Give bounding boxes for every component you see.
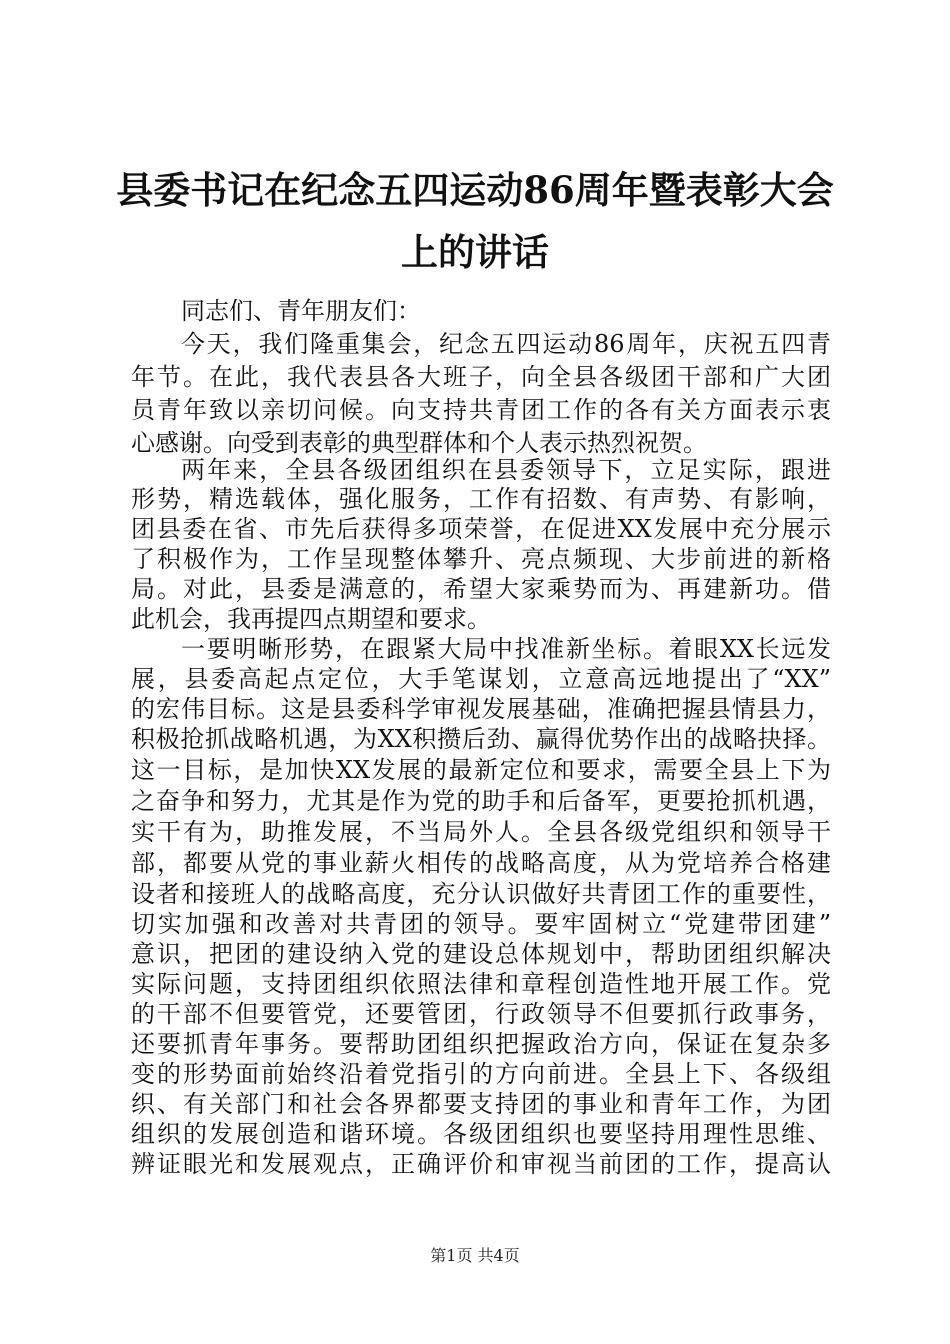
body-line: 变的形势面前始终沿着党指引的方向前进。全县上下、各级组 — [131, 1060, 831, 1088]
body-line: 意识，把团的建设纳入党的建设总体规划中，帮助团组织解决 — [131, 940, 831, 968]
body-line: 今天，我们隆重集会，纪念五四运动86周年，庆祝五四青 — [181, 330, 831, 358]
body-line: 切实加强和改善对共青团的领导。要牢固树立“党建带团建” — [131, 910, 831, 938]
body-line: 展，县委高起点定位，大手笔谋划，立意高远地提出了“XX” — [131, 665, 831, 693]
body-line: 心感谢。向受到表彰的典型群体和个人表示热烈祝贺。 — [131, 429, 707, 457]
body-line: 实干有为，助推发展，不当局外人。全县各级党组织和领导干 — [131, 818, 831, 846]
body-line: 组织的发展创造和谐环境。各级团组织也要坚持用理性思维、 — [131, 1120, 831, 1148]
body-line: 年节。在此，我代表县各大班子，向全县各级团干部和广大团 — [131, 363, 831, 391]
body-line: 实际问题，支持团组织依照法律和章程创造性地开展工作。党 — [131, 970, 831, 998]
body-line: 两年来，全县各级团组织在县委领导下，立足实际，跟进 — [181, 456, 831, 484]
document-title-line-1: 县委书记在纪念五四运动86周年暨表彰大会 — [116, 168, 834, 212]
body-line: 形势，精选载体，强化服务，工作有招数、有声势、有影响， — [131, 485, 831, 513]
body-line: 团县委在省、市先后获得多项荣誉，在促进XX发展中充分展示 — [131, 515, 831, 543]
document-title-line-2: 上的讲话 — [401, 230, 549, 274]
body-line: 部，都要从党的事业薪火相传的战略高度，从为党培养合格建 — [131, 849, 831, 877]
salutation: 同志们、青年朋友们： — [181, 297, 421, 325]
body-line: 设者和接班人的战略高度，充分认识做好共青团工作的重要性， — [131, 880, 831, 908]
body-line: 了积极作为，工作呈现整体攀升、亮点频现、大步前进的新格 — [131, 545, 831, 573]
body-line: 的宏伟目标。这是县委科学审视发展基础，准确把握县情县力， — [131, 695, 831, 723]
body-line: 一要明晰形势，在跟紧大局中找准新坐标。着眼XX长远发 — [181, 635, 831, 663]
page-number-footer: 第1页 共4页 — [430, 1246, 520, 1265]
body-line: 之奋争和努力，尤其是作为党的助手和后备军，更要抢抓机遇， — [131, 787, 831, 815]
body-line: 局。对此，县委是满意的，希望大家乘势而为、再建新功。借 — [131, 575, 831, 603]
body-line: 员青年致以亲切问候。向支持共青团工作的各有关方面表示衷 — [131, 396, 831, 424]
body-line: 积极抢抓战略机遇，为XX积攒后劲、赢得优势作出的战略抉择。 — [131, 725, 831, 753]
body-line: 的干部不但要管党，还要管团，行政领导不但要抓行政事务， — [131, 1000, 831, 1028]
body-line: 这一目标，是加快XX发展的最新定位和要求，需要全县上下为 — [131, 756, 831, 784]
body-line: 织、有关部门和社会各界都要支持团的事业和青年工作，为团 — [131, 1090, 831, 1118]
body-line: 此机会，我再提四点期望和要求。 — [131, 605, 491, 633]
body-line: 还要抓青年事务。要帮助团组织把握政治方向，保证在复杂多 — [131, 1030, 831, 1058]
body-line: 辨证眼光和发展观点，正确评价和审视当前团的工作，提高认 — [131, 1150, 831, 1178]
